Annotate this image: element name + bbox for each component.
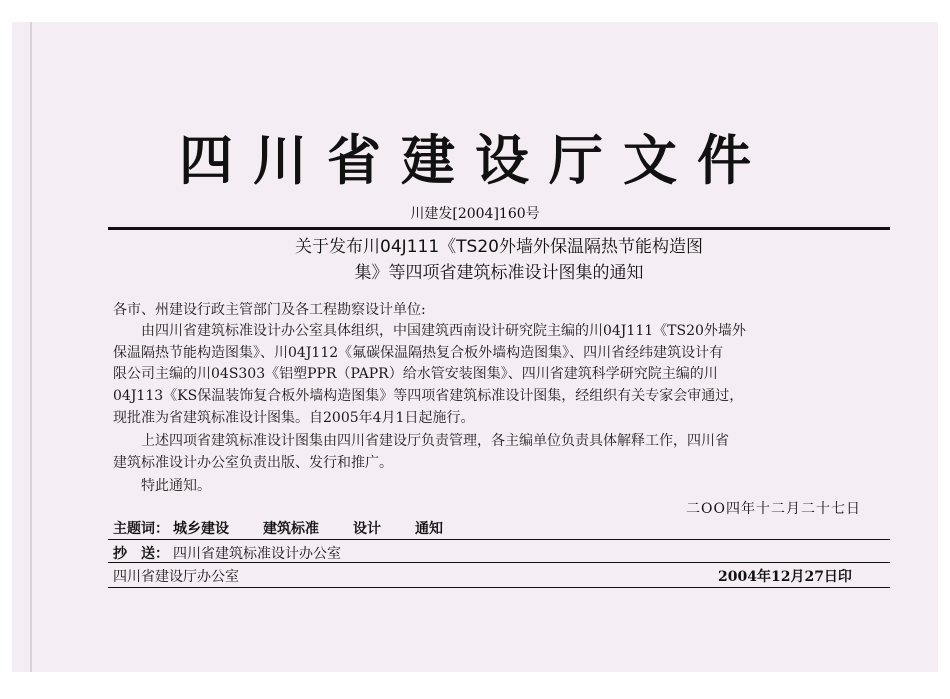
notice-title-line-2: 集》等四项省建筑标准设计图集的通知	[354, 263, 644, 283]
body-line: 建筑标准设计办公室负责出版、发行和推广。	[113, 455, 393, 471]
cc-label: 抄 送：	[113, 546, 169, 562]
footer-rule	[108, 562, 890, 563]
print-date: 2004年12月27日印	[718, 569, 852, 585]
body-line: 特此通知。	[113, 478, 211, 494]
cc-value: 四川省建筑标准设计办公室	[173, 546, 341, 562]
issuer: 四川省建设厅办公室	[113, 569, 239, 585]
body-line: 04J113《KS保温装饰复合板外墙构造图集》等四项省建筑标准设计图集，经组织有关专家会审通过，	[113, 388, 744, 404]
keyword: 建筑标准	[263, 521, 319, 537]
body-line: 各市、州建设行政主管部门及各工程勘察设计单位:	[113, 302, 426, 318]
footer-rule	[108, 539, 890, 540]
header-rule	[108, 227, 890, 230]
notice-title-line-1: 关于发布川04J111《TS20外墙外保温隔热节能构造图	[295, 237, 703, 257]
body-line: 由四川省建筑标准设计办公室具体组织，中国建筑西南设计研究院主编的川04J111《TS20外墙外	[113, 323, 746, 339]
keywords-row	[113, 518, 477, 538]
body-line: 保温隔热节能构造图集》、川04J112《氟碳保温隔热复合板外墙构造图集》、四川省经纬建筑设计有	[113, 345, 724, 361]
cc-row	[113, 543, 341, 563]
issue-date: 二OO四年十二月二十七日	[686, 501, 861, 517]
body-line: 现批准为省建筑标准设计图集。自2005年4月1日起施行。	[113, 410, 475, 426]
body-line: 上述四项省建筑标准设计图集由四川省建设厅负责管理，各主编单位负责具体解释工作，四川省	[113, 433, 729, 449]
footer-rule	[108, 587, 890, 588]
document-number: 川建发[2004]160号	[410, 206, 540, 222]
keywords-label: 主题词：	[113, 521, 169, 537]
keyword: 通知	[415, 521, 443, 537]
keyword: 城乡建设	[173, 521, 229, 537]
keyword: 设计	[353, 521, 381, 537]
body-line: 限公司主编的川04S303《铝塑PPR（PAPR）给水管安装图集》、四川省建筑科学研究院主编的川	[113, 366, 718, 382]
document-title: 四川省建设厅文件	[179, 129, 771, 192]
